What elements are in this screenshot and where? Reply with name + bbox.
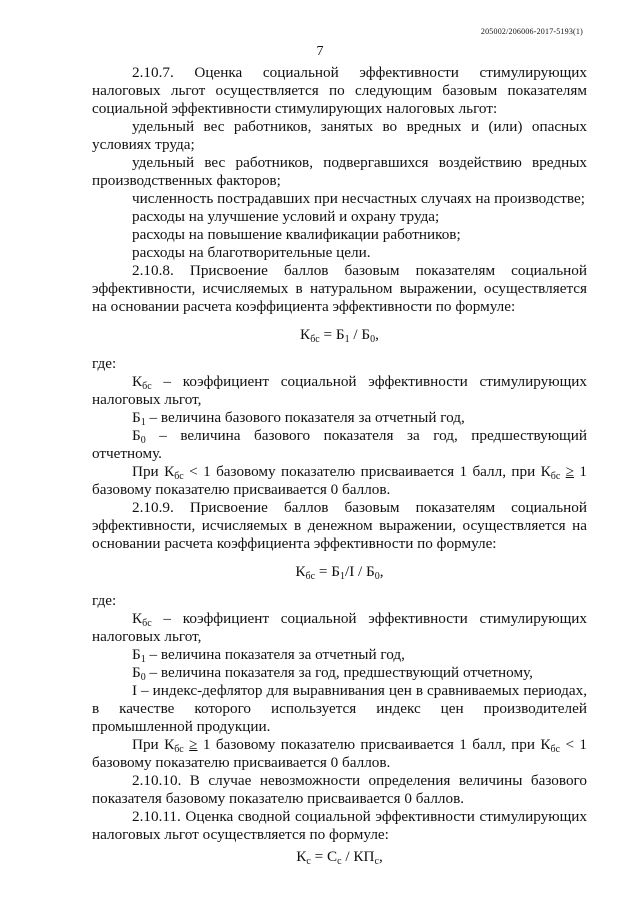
indicator-harmful-conditions: удельный вес работников, занятых во вредных и (или) опасных условиях труда;: [92, 118, 587, 153]
definition-b0: $Б_0$ – величина показателя за год, предшествующий отчетному,: [132, 664, 533, 683]
paragraph-2-10-9: 2.10.9. Присвоение баллов базовым показателям социальной эффективности, исчисляемых в денежном выражении, осуществляется на основании расчета коэффициента эффективности по формуле:: [92, 499, 587, 552]
formula-kbs-monetary: $К_{бс} = Б_1/I / Б_0$,: [295, 563, 384, 582]
where-label: где:: [92, 592, 117, 609]
definition-b0: $Б_0$ – величина базового показателя за год, предшествующий отчетному.: [92, 427, 587, 462]
formula-kbs-natural: $К_{бс} = Б_1 / Б_0$,: [300, 326, 379, 345]
document-body: [92, 64, 587, 866]
indicator-labor-safety: расходы на улучшение условий и охрану труда;: [132, 208, 440, 225]
document-id: 205002/206006-2017-5193(1): [480, 27, 583, 36]
definition-kbs: $К_{бс}$ – коэффициент социальной эффективности стимулирующих налоговых льгот,: [92, 373, 587, 408]
paragraph-2-10-8: 2.10.8. Присвоение баллов базовым показателям социальной эффективности, исчисляемых в натуральном выражении, осуществляется на основании расчета коэффициента эффективности по формуле:: [92, 262, 587, 315]
scoring-rule-monetary: При $К_{бс} \ge 1$ базовому показателю присваивается 1 балл, при $К_{бс} < 1$ базовому показателю присваивается 0 баллов.: [92, 736, 587, 771]
formula-kc: $К_с = С_с / КП_с$,: [296, 848, 383, 867]
indicator-qualification: расходы на повышение квалификации работников;: [132, 226, 461, 243]
definition-deflator: I – индекс-дефлятор для выравнивания цен в сравниваемых периодах, в качестве которого используется индекс цен производителей промышленной продукции.: [92, 682, 587, 735]
definition-b1: $Б_1$ – величина базового показателя за отчетный год,: [132, 409, 465, 428]
paragraph-2-10-10: 2.10.10. В случае невозможности определения величины базового показателя базовому показателю присваивается 0 баллов.: [92, 772, 587, 807]
indicator-harmful-factors: удельный вес работников, подвергавшихся воздействию вредных производственных факторов;: [92, 154, 587, 189]
page-number: 7: [316, 44, 324, 59]
indicator-charity: расходы на благотворительные цели.: [132, 244, 371, 261]
definition-kbs: $К_{бс}$ – коэффициент социальной эффективности стимулирующих налоговых льгот,: [92, 610, 587, 645]
paragraph-2-10-11: 2.10.11. Оценка сводной социальной эффективности стимулирующих налоговых льгот осуществляется по формуле:: [92, 808, 587, 843]
paragraph-2-10-7: 2.10.7. Оценка социальной эффективности стимулирующих налоговых льгот осуществляется по следующим базовым показателям социальной эффективности стимулирующих налоговых льгот:: [92, 64, 587, 117]
where-label: где:: [92, 355, 117, 372]
definition-b1: $Б_1$ – величина показателя за отчетный год,: [132, 646, 405, 665]
indicator-injured: численность пострадавших при несчастных случаях на производстве;: [132, 190, 585, 207]
scoring-rule-natural: При $К_{бс} < 1$ базовому показателю присваивается 1 балл, при $К_{бс} \ge 1$ базовому показателю присваивается 0 баллов.: [92, 463, 588, 498]
